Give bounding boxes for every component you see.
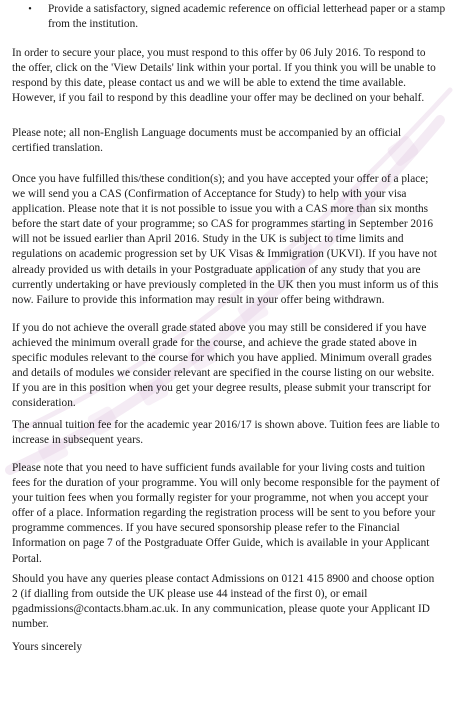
- closing-salutation: Yours sincerely: [12, 641, 83, 653]
- paragraph-grade-requirements: If you do not achieve the overall grade stated above you may still be considered if you have achieved the minimum overall grade for the course, and achieve the grade stated above in specific modules relevant to the course for which you have applied. Minimum overall grades and details of modules we consider relevant are specified in the course listing on our website. If you are in this position when you get your degree results, please submit your transcript for consideration.: [12, 322, 435, 410]
- bullet-item: [12, 2, 452, 32]
- paragraph-response-deadline: In order to secure your place, you must respond to this offer by 06 July 2016. To respond to the offer, click on the 'View Details' link within your portal. If you think you will be unable to respond by this date, please contact us and we will be able to extend the time available. However, if you fail to respond by this deadline your offer may be declined on your behalf.: [12, 47, 436, 105]
- paragraph-tuition-fee: The annual tuition fee for the academic year 2016/17 is shown above. Tuition fees are liable to increase in subsequent years.: [12, 419, 440, 447]
- paragraph-funding: Please note that you need to have sufficient funds available for your living costs and tuition fees for the duration of your programme. You will only become responsible for the payment of your tuition fees when you formally register for your programme, not when you accept your offer of a place. Information regarding the registration process will be sent to you before your programme commences. If you have secured sponsorship please refer to the Financial Information on page 7 of the Postgraduate Offer Guide, which is available in your Applicant Portal.: [12, 462, 440, 565]
- bullet-icon: •: [28, 4, 32, 15]
- paragraph-contact-admissions: Should you have any queries please contact Admissions on 0121 415 8900 and choose option 2 (if dialling from outside the UK please use 44 instead of the first 0), or email pgadmissions@contacts.bham.ac.uk. In any communication, please quote your Applicant ID number.: [12, 573, 435, 631]
- bullet-text: Provide a satisfactory, signed academic reference on official letterhead paper or a stamp from the institution.: [48, 3, 446, 31]
- paragraph-cas-information: Once you have fulfilled this/these condition(s); and you have accepted your offer of a place; we will send you a CAS (Confirmation of Acceptance for Study) to help with your visa application. Please note that it is not possible to issue you with a CAS more than six months before the start date of your programme; so CAS for programmes starting in September 2016 will not be issued earlier than April 2016. Study in the UK is subject to time limits and regulations on academic progression set by UK Visas & Immigration (UKVI). If you have not already provided us with details in your Postgraduate application of any study that you are currently undertaking or have previously completed in the UK then you must inform us of this now. Failure to provide this information may result in your offer being withdrawn.: [12, 173, 439, 306]
- paragraph-translation-note: Please note; all non-English Language documents must be accompanied by an official certified translation.: [12, 127, 402, 155]
